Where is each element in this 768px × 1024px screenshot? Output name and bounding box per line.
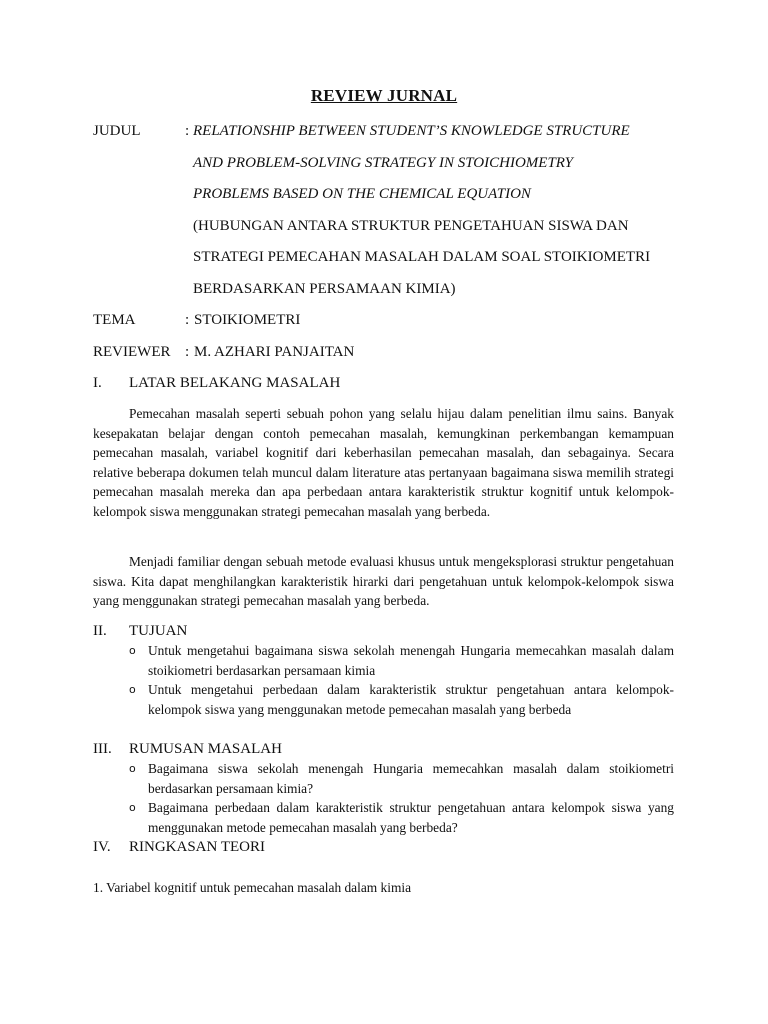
section-3-bullet-1-text: Bagaimana siswa sekolah menengah Hungaria memecahkan masalah dalam stoikiometri berdasarkan persamaan kimia? xyxy=(148,761,674,796)
tema-label: TEMA xyxy=(93,312,136,328)
section-4-number: IV. xyxy=(93,839,111,855)
section-2-bullet-1-text: Untuk mengetahui bagaimana siswa sekolah menengah Hungaria memecahkan masalah dalam stoikiometri berdasarkan persamaan kimia xyxy=(148,643,674,678)
judul-colon: : xyxy=(185,123,190,139)
judul-line-3: PROBLEMS BASED ON THE CHEMICAL EQUATION xyxy=(193,186,531,202)
bullet-circle-icon: o xyxy=(129,762,136,775)
section-2-bullet-1 xyxy=(129,641,674,680)
section-3-title: RUMUSAN MASALAH xyxy=(129,741,282,757)
section-1-paragraph-2: Menjadi familiar dengan sebuah metode evaluasi khusus untuk mengeksplorasi struktur pengetahuan siswa. Kita dapat menghilangkan karakteristik hirarki dari pengetahuan untuk kelompok-kelompok siswa yang menggunakan strategi pemecahan masalah yang berbeda. xyxy=(93,554,674,609)
section-1-number: I. xyxy=(93,375,102,391)
judul-line-2: AND PROBLEM-SOLVING STRATEGY IN STOICHIOMETRY xyxy=(193,155,574,171)
judul-line-5: STRATEGI PEMECAHAN MASALAH DALAM SOAL STOIKIOMETRI xyxy=(193,249,651,265)
judul-line-6: BERDASARKAN PERSAMAAN KIMIA) xyxy=(193,281,456,297)
judul-label: JUDUL xyxy=(93,123,141,139)
section-2-bullet-2 xyxy=(129,680,674,719)
section-1-title: LATAR BELAKANG MASALAH xyxy=(129,375,341,391)
judul-line-4: (HUBUNGAN ANTARA STRUKTUR PENGETAHUAN SISWA DAN xyxy=(193,218,629,234)
section-3-number: III. xyxy=(93,741,112,757)
section-3-bullet-2-text: Bagaimana perbedaan dalam karakteristik struktur pengetahuan antara kelompok siswa yang menggunakan metode pemecahan masalah yang berbeda? xyxy=(148,800,674,835)
reviewer-value: M. AZHARI PANJAITAN xyxy=(194,344,355,360)
numbered-item-1: 1. Variabel kognitif untuk pemecahan masalah dalam kimia xyxy=(93,880,412,895)
section-3-bullet-1 xyxy=(129,759,674,798)
bullet-circle-icon: o xyxy=(129,801,136,814)
tema-colon: : xyxy=(185,312,190,328)
judul-line-1: RELATIONSHIP BETWEEN STUDENT’S KNOWLEDGE STRUCTURE xyxy=(193,123,630,139)
reviewer-colon: : xyxy=(185,344,190,360)
section-3-bullet-2 xyxy=(129,798,674,837)
section-2-title: TUJUAN xyxy=(129,623,188,639)
document-title: REVIEW JURNAL xyxy=(310,86,458,105)
tema-value: STOIKIOMETRI xyxy=(194,312,301,328)
section-2-number: II. xyxy=(93,623,107,639)
section-1-paragraph-1: Pemecahan masalah seperti sebuah pohon yang selalu hijau dalam penelitian ilmu sains. Banyak kesepakatan belajar dengan contoh pemecahan masalah, kemungkinan perkembangan kemampuan pemecahan masalah, variabel kognitif dari keberhasilan pemecahan masalah, dan sebagainya. Secara relative beberapa dokumen telah muncul dalam literature atas pertanyaan bagaimana siswa memilih strategi pemecahan masalah mereka dan apa perbedaan antara karakteristik struktur kognitif untuk kelompok-kelompok siswa menggunakan strategi pemecahan masalah yang berbeda. xyxy=(93,406,674,519)
bullet-circle-icon: o xyxy=(129,644,136,657)
bullet-circle-icon: o xyxy=(129,683,136,696)
section-2-bullet-2-text: Untuk mengetahui perbedaan dalam karakteristik struktur pengetahuan antara kelompok-kelompok siswa yang menggunakan metode pemecahan masalah yang berbeda xyxy=(148,682,674,717)
section-4-title: RINGKASAN TEORI xyxy=(129,839,265,855)
reviewer-label: REVIEWER xyxy=(93,344,171,360)
